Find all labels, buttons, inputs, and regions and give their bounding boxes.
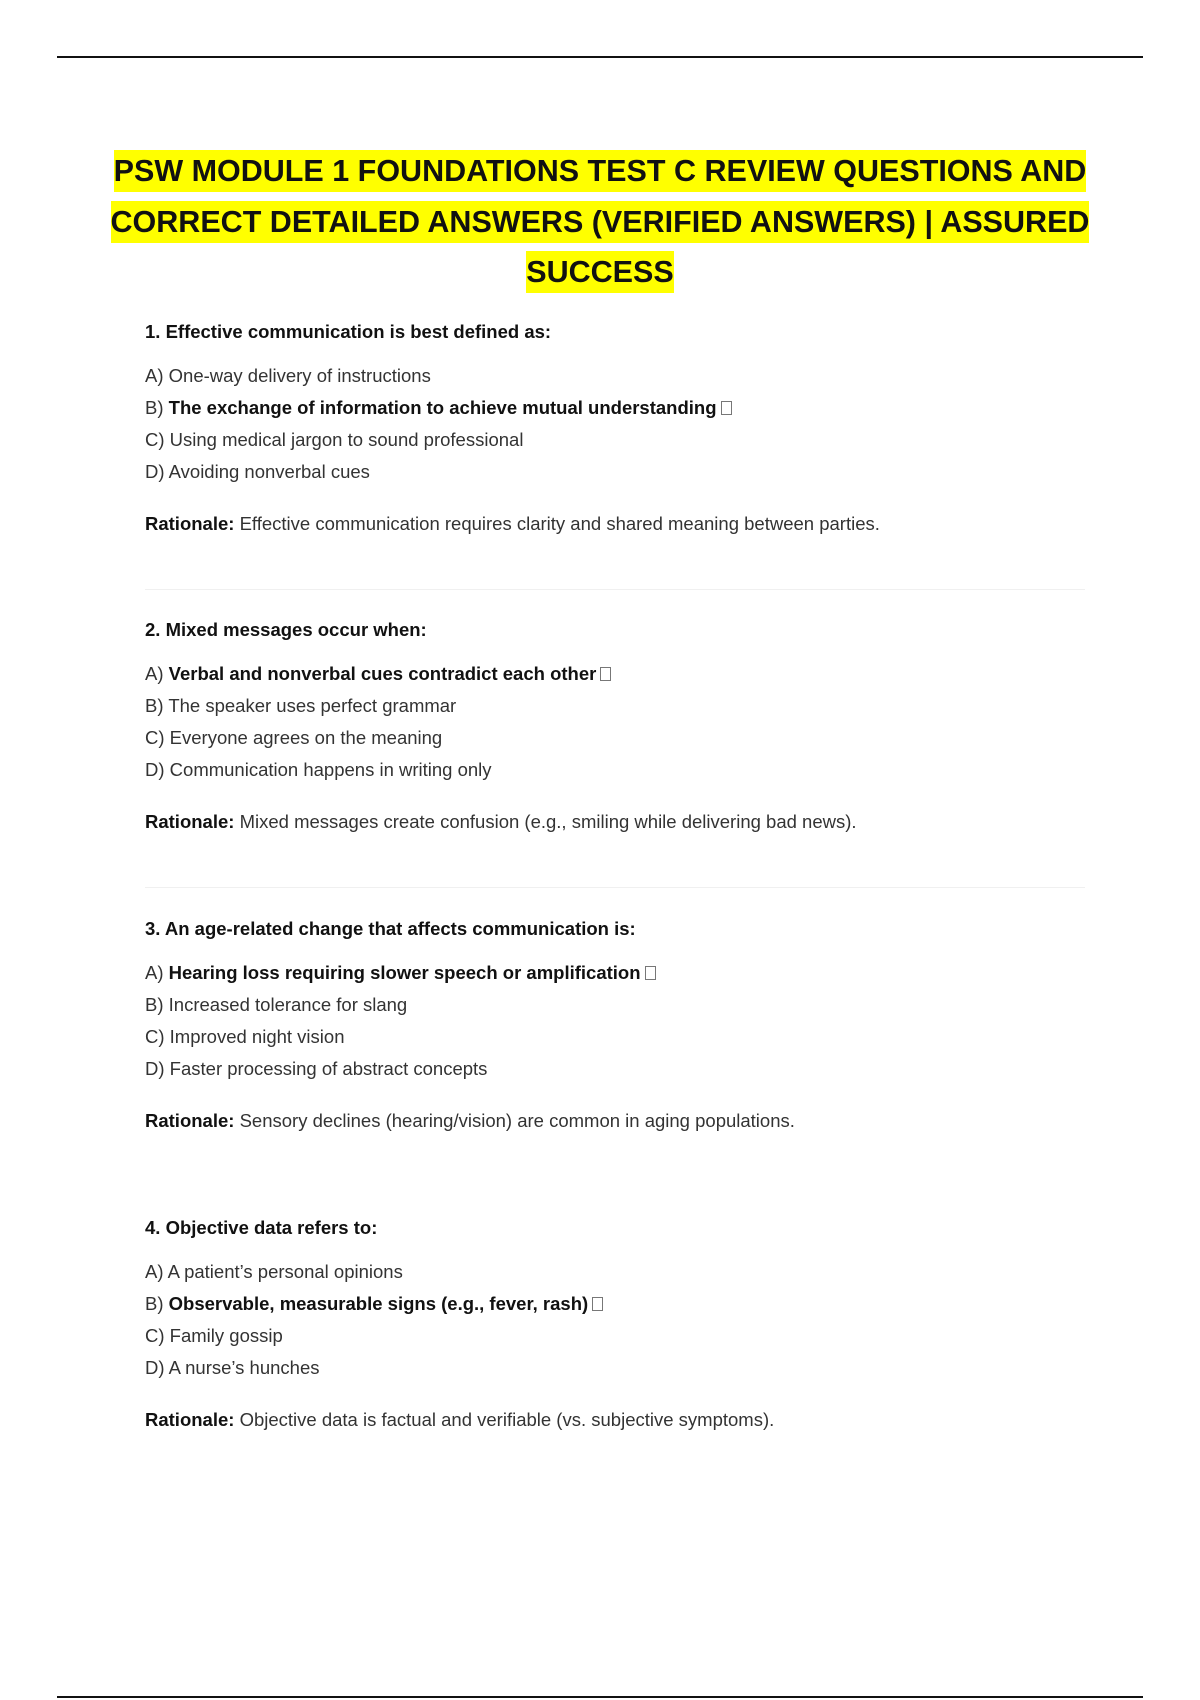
correct-answer-check-icon	[592, 1297, 603, 1311]
option-letter: C)	[145, 1026, 165, 1047]
option-text: Faster processing of abstract concepts	[169, 1058, 488, 1079]
rationale	[145, 1109, 1090, 1133]
option-letter: D)	[145, 1357, 165, 1378]
rationale-label: Rationale:	[145, 1110, 235, 1131]
option-text: Family gossip	[169, 1325, 283, 1346]
option-text: Using medical jargon to sound professional	[169, 429, 524, 450]
option-letter: C)	[145, 1325, 165, 1346]
option-text: Improved night vision	[169, 1026, 345, 1047]
answer-options	[145, 961, 1090, 1089]
option-text: A nurse’s hunches	[168, 1357, 320, 1378]
option-text: Hearing loss requiring slower speech or amplification	[168, 962, 641, 983]
answer-options	[145, 662, 1090, 790]
option-letter: D)	[145, 1058, 165, 1079]
rationale-text: Sensory declines (hearing/vision) are common in aging populations.	[239, 1110, 795, 1131]
option-b	[145, 993, 1090, 1025]
document-title	[100, 146, 1100, 298]
rationale-text: Objective data is factual and verifiable (vs. subjective symptoms).	[239, 1409, 775, 1430]
option-letter: D)	[145, 759, 165, 780]
option-letter: C)	[145, 429, 165, 450]
option-text: Verbal and nonverbal cues contradict each other	[168, 663, 597, 684]
option-letter: A)	[145, 1261, 164, 1282]
rationale-label: Rationale:	[145, 513, 235, 534]
option-letter: B)	[145, 397, 164, 418]
question-3	[145, 917, 1090, 1133]
question-2	[145, 618, 1090, 834]
option-b	[145, 694, 1090, 726]
answer-options	[145, 1260, 1090, 1388]
correct-answer-check-icon	[600, 667, 611, 681]
rationale	[145, 512, 1090, 536]
option-text: One-way delivery of instructions	[168, 365, 431, 386]
option-d	[145, 758, 1090, 790]
rationale-label: Rationale:	[145, 1409, 235, 1430]
option-c	[145, 726, 1090, 758]
section-divider	[145, 589, 1085, 590]
question-4	[145, 1216, 1090, 1432]
option-c	[145, 1324, 1090, 1356]
option-text: Avoiding nonverbal cues	[168, 461, 370, 482]
option-a	[145, 364, 1090, 396]
option-text: Everyone agrees on the meaning	[169, 727, 443, 748]
option-d	[145, 1057, 1090, 1089]
rationale-text: Effective communication requires clarity and shared meaning between parties.	[239, 513, 880, 534]
question-stem: 1. Effective communication is best defined as:	[145, 321, 552, 342]
option-text: Increased tolerance for slang	[168, 994, 408, 1015]
option-letter: A)	[145, 365, 164, 386]
correct-answer-check-icon	[721, 401, 732, 415]
rationale-label: Rationale:	[145, 811, 235, 832]
question-stem: 2. Mixed messages occur when:	[145, 619, 427, 640]
option-letter: D)	[145, 461, 165, 482]
bottom-rule	[57, 1696, 1143, 1698]
option-d	[145, 460, 1090, 492]
option-c	[145, 428, 1090, 460]
option-text: Communication happens in writing only	[169, 759, 492, 780]
option-letter: C)	[145, 727, 165, 748]
option-a-correct	[145, 961, 1090, 993]
option-letter: B)	[145, 994, 164, 1015]
option-d	[145, 1356, 1090, 1388]
rationale	[145, 810, 1090, 834]
rationale-text: Mixed messages create confusion (e.g., smiling while delivering bad news).	[239, 811, 857, 832]
option-letter: A)	[145, 663, 164, 684]
option-text: The speaker uses perfect grammar	[168, 695, 457, 716]
question-stem: 4. Objective data refers to:	[145, 1217, 378, 1238]
option-letter: B)	[145, 1293, 164, 1314]
option-text: Observable, measurable signs (e.g., fever, rash)	[168, 1293, 589, 1314]
option-letter: A)	[145, 962, 164, 983]
correct-answer-check-icon	[645, 966, 656, 980]
section-divider	[145, 887, 1085, 888]
option-text: A patient’s personal opinions	[167, 1261, 403, 1282]
option-c	[145, 1025, 1090, 1057]
title-highlight: PSW MODULE 1 FOUNDATIONS TEST C REVIEW QUESTIONS AND CORRECT DETAILED ANSWERS (VERIFIED ANSWERS) | ASSURED SUCCESS	[111, 150, 1090, 293]
top-rule	[57, 56, 1143, 58]
option-a	[145, 1260, 1090, 1292]
option-letter: B)	[145, 695, 164, 716]
answer-options	[145, 364, 1090, 492]
option-b-correct	[145, 1292, 1090, 1324]
question-1	[145, 320, 1090, 536]
rationale	[145, 1408, 1090, 1432]
option-text: The exchange of information to achieve mutual understanding	[168, 397, 717, 418]
option-b-correct	[145, 396, 1090, 428]
option-a-correct	[145, 662, 1090, 694]
question-stem: 3. An age-related change that affects communication is:	[145, 918, 636, 939]
